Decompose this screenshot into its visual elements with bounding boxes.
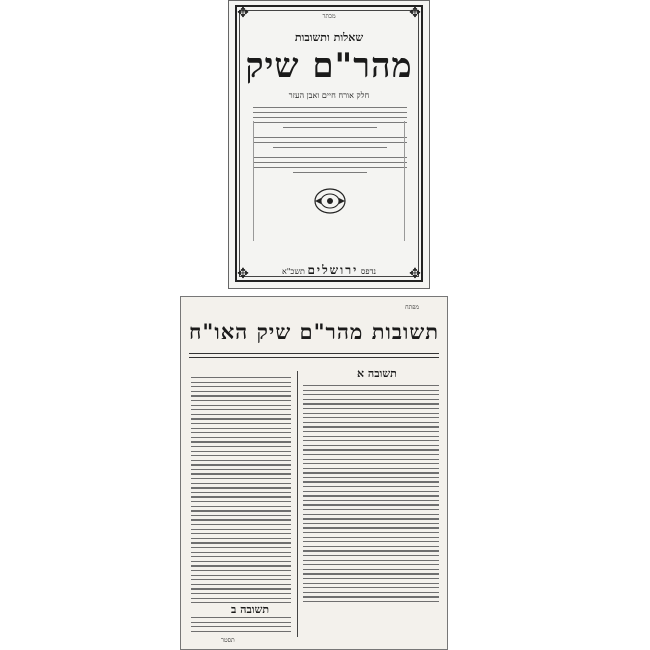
corner-ornament-icon: ✥	[237, 5, 249, 21]
text-line	[191, 423, 291, 424]
title-page-main-title: מהר"ם שיק	[245, 46, 413, 86]
text-line	[303, 459, 439, 460]
page-header-label: מפתח	[405, 304, 419, 311]
text-line	[191, 386, 291, 387]
text-line	[303, 495, 439, 496]
text-line	[303, 569, 439, 570]
imprint-year: תשכ"א	[281, 267, 305, 276]
text-line	[191, 441, 291, 442]
text-line	[303, 399, 439, 400]
text-line	[303, 463, 439, 464]
text-line	[303, 523, 439, 524]
text-line	[191, 405, 291, 406]
text-line	[191, 529, 291, 530]
text-line	[191, 501, 291, 502]
text-line	[303, 385, 439, 386]
text-line	[303, 596, 439, 597]
pillar-left	[253, 121, 254, 241]
text-line	[191, 588, 291, 589]
text-line	[191, 547, 291, 548]
text-line	[303, 573, 439, 574]
text-line	[303, 592, 439, 593]
text-line	[303, 408, 439, 409]
text-line	[191, 487, 291, 488]
title-page-subtitle: שאלות ותשובות	[294, 31, 364, 44]
text-line	[191, 464, 291, 465]
text-line	[191, 626, 291, 627]
text-line	[303, 394, 439, 395]
text-line	[303, 550, 439, 551]
text-line	[191, 478, 291, 479]
text-line	[303, 449, 439, 450]
text-line	[191, 473, 291, 474]
text-line	[303, 518, 439, 519]
text-line	[191, 579, 291, 580]
text-line	[303, 426, 439, 427]
text-line	[303, 431, 439, 432]
text-line	[191, 418, 291, 419]
text-line	[191, 570, 291, 571]
text-line	[303, 514, 439, 515]
imprint-city: ירושלים	[307, 263, 359, 277]
title-rule	[189, 357, 439, 358]
text-line	[303, 546, 439, 547]
page-number: תסטר	[221, 637, 235, 644]
text-line	[303, 583, 439, 584]
pillar-right	[404, 121, 405, 241]
response-heading: תשובה א	[357, 367, 397, 380]
title-page-top-label: מכתר	[322, 13, 336, 20]
central-ornament-icon	[313, 184, 347, 218]
text-line	[191, 556, 291, 557]
text-line	[303, 504, 439, 505]
title-page	[228, 0, 430, 289]
text-line	[191, 414, 291, 415]
text-line	[191, 437, 291, 438]
text-line	[303, 454, 439, 455]
text-line	[303, 537, 439, 538]
text-line	[303, 532, 439, 533]
text-line	[191, 617, 291, 618]
text-line	[303, 500, 439, 501]
text-line	[191, 492, 291, 493]
text-line	[191, 510, 291, 511]
corner-ornament-icon: ✥	[237, 266, 249, 282]
text-line	[191, 483, 291, 484]
text-line	[191, 533, 291, 534]
text-line	[191, 409, 291, 410]
text-line	[303, 417, 439, 418]
left-text-column	[191, 377, 291, 607]
text-line	[303, 601, 439, 602]
imprint-prefix: נדפס	[360, 267, 377, 276]
text-line	[303, 564, 439, 565]
text-line	[191, 575, 291, 576]
text-line	[191, 391, 291, 392]
text-line	[303, 472, 439, 473]
title-page-text-block	[253, 157, 407, 177]
column-divider	[297, 371, 298, 637]
text-line	[191, 428, 291, 429]
text-line	[303, 509, 439, 510]
right-text-column	[303, 385, 439, 606]
corner-ornament-icon: ✥	[409, 5, 421, 21]
text-line	[191, 538, 291, 539]
text-line	[191, 598, 291, 599]
title-page-part-line: חלק אורח חיים ואבן העזר	[288, 91, 370, 100]
text-line	[303, 587, 439, 588]
text-line	[191, 515, 291, 516]
text-line	[191, 455, 291, 456]
corner-ornament-icon: ✥	[409, 266, 421, 282]
text-line	[191, 519, 291, 520]
text-line	[303, 527, 439, 528]
text-line	[191, 552, 291, 553]
text-line	[191, 469, 291, 470]
text-line	[191, 496, 291, 497]
text-line	[303, 403, 439, 404]
text-line	[191, 395, 291, 396]
title-page-imprint	[229, 263, 429, 278]
title-rule	[189, 353, 439, 354]
title-page-text-block	[253, 107, 407, 132]
text-line	[303, 422, 439, 423]
text-line	[191, 631, 291, 632]
text-line	[303, 436, 439, 437]
left-text-column-lower	[191, 617, 291, 635]
text-line	[191, 593, 291, 594]
text-line	[303, 390, 439, 391]
text-line	[303, 413, 439, 414]
text-line	[191, 584, 291, 585]
text-line	[303, 445, 439, 446]
text-line	[191, 622, 291, 623]
text-line	[303, 440, 439, 441]
text-line	[303, 560, 439, 561]
response-heading: תשובה ב	[231, 603, 270, 616]
text-line	[191, 565, 291, 566]
text-line	[191, 377, 291, 378]
text-line	[303, 578, 439, 579]
text-line	[303, 491, 439, 492]
text-line	[191, 451, 291, 452]
text-line	[191, 382, 291, 383]
text-line	[191, 460, 291, 461]
text-line	[191, 432, 291, 433]
text-page	[180, 296, 448, 650]
page-title: תשובות מהר"ם שיק האו"ח	[188, 319, 440, 344]
text-line	[191, 506, 291, 507]
title-page-text-block	[253, 137, 407, 152]
text-line	[303, 555, 439, 556]
text-line	[191, 446, 291, 447]
text-line	[303, 481, 439, 482]
text-line	[303, 541, 439, 542]
text-line	[303, 486, 439, 487]
text-line	[191, 542, 291, 543]
text-line	[303, 477, 439, 478]
text-line	[191, 524, 291, 525]
text-line	[191, 400, 291, 401]
text-line	[303, 468, 439, 469]
text-line	[191, 561, 291, 562]
